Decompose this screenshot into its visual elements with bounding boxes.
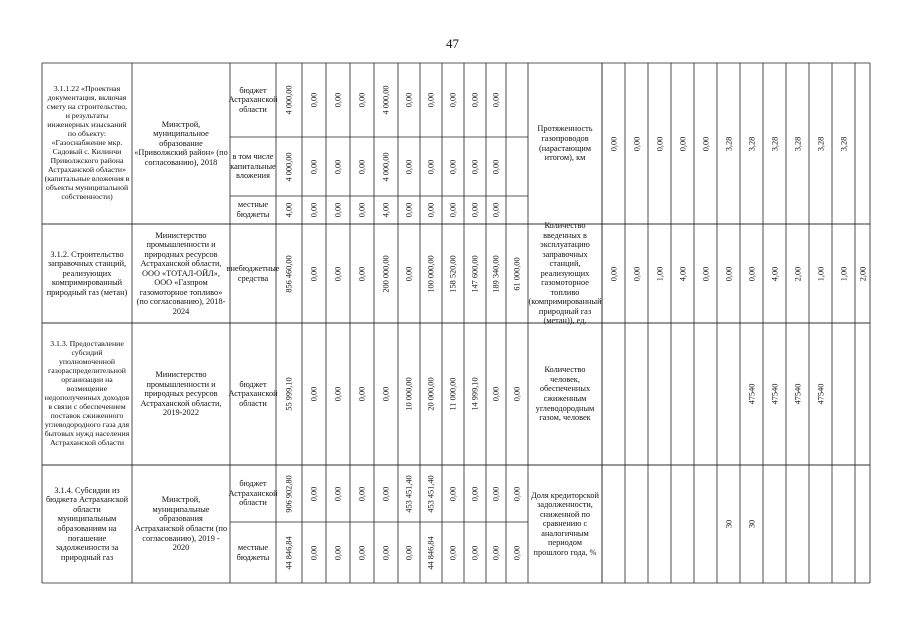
indicator-value: 0,00 <box>632 266 641 281</box>
finance-value: 856 460,00 <box>284 254 294 293</box>
finance-value: 0,00 <box>309 386 319 402</box>
finance-value: 0,00 <box>309 92 319 108</box>
finance-value: 14 999,10 <box>470 377 480 411</box>
finance-value: 0,00 <box>404 266 414 281</box>
finance-value: 200 000,00 <box>381 254 391 293</box>
funding-source: бюджет Астраханской области <box>228 479 278 508</box>
finance-value: 20 000,00 <box>426 377 436 411</box>
finance-value: 0,00 <box>333 545 343 560</box>
finance-value: 0,00 <box>448 486 458 501</box>
indicator-name: Доля кредиторской задолженности, сниженной по сравнению с аналогичным периодом прошлого года, % <box>531 490 599 557</box>
finance-value: 0,00 <box>381 486 391 501</box>
finance-value: 906 902,80 <box>284 474 294 513</box>
finance-value: 0,00 <box>309 159 319 174</box>
measure-title: 3.1.3. Предоставление субсидий уполномоченной газораспределительной организации на возмещение недополученных доходов в связи с обеспечением поставок сжиженного углеводородного газа для бытовых нужд населения Астраханской области <box>44 339 130 447</box>
finance-value: 0,00 <box>426 159 436 174</box>
finance-value: 158 520,00 <box>448 254 458 293</box>
indicator-value: 4,00 <box>678 266 687 281</box>
indicator-value: 2,00 <box>858 266 867 281</box>
indicator-value: 47540 <box>770 383 779 405</box>
finance-value: 0,00 <box>448 92 458 108</box>
finance-value: 0,00 <box>309 486 319 501</box>
finance-value: 0,00 <box>491 202 501 218</box>
indicator-value: 2,00 <box>793 266 802 281</box>
finance-value: 0,00 <box>333 159 343 174</box>
measure-title: 3.1.4. Субсидии из бюджета Астраханской области муниципальным образованиям на погашение задолженности за природный газ <box>45 485 129 562</box>
finance-value: 44 846,84 <box>284 535 294 570</box>
finance-value: 4,00 <box>284 202 294 218</box>
indicator-value: 0,00 <box>655 136 664 151</box>
finance-value: 4 000,00 <box>284 151 294 182</box>
indicator-value: 1,00 <box>816 266 825 281</box>
indicator-value: 47540 <box>816 383 825 405</box>
finance-value: 453 451,40 <box>426 474 436 513</box>
indicator-value: 3,28 <box>724 136 733 151</box>
finance-value: 0,00 <box>333 202 343 218</box>
indicator-value: 0,00 <box>701 266 710 281</box>
finance-value: 0,00 <box>333 486 343 501</box>
finance-value: 0,00 <box>426 202 436 218</box>
indicator-value: 4,00 <box>770 266 779 281</box>
finance-value: 0,00 <box>357 202 367 218</box>
finance-value: 0,00 <box>491 386 501 402</box>
finance-value: 0,00 <box>357 386 367 402</box>
finance-value: 0,00 <box>448 202 458 218</box>
finance-value: 0,00 <box>357 266 367 281</box>
indicator-name: Протяженность газопроводов (нарастающим итогом), км <box>537 124 593 163</box>
indicator-value: 0,00 <box>747 266 756 281</box>
indicator-value: 3,28 <box>839 136 848 151</box>
finance-value: 0,00 <box>448 159 458 174</box>
measure-title: 3.1.2. Строительство заправочных станций, реализующих компримированный природный газ (метан) <box>46 249 128 297</box>
finance-value: 55 999,10 <box>284 377 294 411</box>
indicator-value: 1,00 <box>655 266 664 281</box>
finance-value: 147 600,00 <box>470 254 480 293</box>
indicator-value: 3,28 <box>816 136 825 151</box>
finance-value: 0,00 <box>491 545 501 560</box>
indicator-value: 30 <box>724 519 733 529</box>
finance-value: 0,00 <box>309 266 319 281</box>
finance-value: 100 000,00 <box>426 254 436 293</box>
finance-value: 0,00 <box>309 202 319 218</box>
finance-value: 0,00 <box>333 386 343 402</box>
finance-value: 0,00 <box>512 486 522 501</box>
finance-value: 4,00 <box>381 202 391 218</box>
finance-value: 4 000,00 <box>381 85 391 115</box>
finance-value: 0,00 <box>333 266 343 281</box>
indicator-name: Количество введенных в эксплуатацию заправочных станций, реализующих газомоторное топливо (компримированный природный газ (метан)), ед. <box>528 221 602 326</box>
finance-value: 0,00 <box>512 386 522 402</box>
finance-value: 0,00 <box>470 486 480 501</box>
executor: Министерство промышленности и природных ресурсов Астраханской области, ООО «ТОТАЛ-ОЙЛ», ООО «Газпром газомоторное топливо» (по согласованию), 2018-2024 <box>136 230 226 316</box>
finance-value: 0,00 <box>357 545 367 560</box>
executor: Министерство промышленности и природных ресурсов Астраханской области, 2019-2022 <box>140 370 222 418</box>
executor: Минстрой, муниципальные образования Астраханской области (по согласованию), 2019 - 2020 <box>134 495 228 553</box>
indicator-value: 3,28 <box>793 136 802 151</box>
funding-source: местные бюджеты <box>236 200 270 219</box>
indicator-name: Количество человек, обеспеченных сжиженным углеводородным газом, человек <box>535 365 595 423</box>
indicator-value: 0,00 <box>632 136 641 151</box>
indicator-value: 47540 <box>793 383 802 405</box>
page-number: 47 <box>446 36 459 51</box>
indicator-value: 0,00 <box>609 136 618 151</box>
finance-value: 0,00 <box>491 159 501 174</box>
indicator-value: 0,00 <box>724 266 733 281</box>
funding-source: бюджет Астраханской области <box>228 379 278 408</box>
finance-value: 0,00 <box>404 92 414 108</box>
finance-value: 0,00 <box>404 202 414 218</box>
finance-value: 0,00 <box>381 386 391 402</box>
finance-value: 0,00 <box>426 92 436 108</box>
finance-value: 0,00 <box>448 545 458 560</box>
finance-value: 0,00 <box>357 92 367 108</box>
finance-value: 44 846,84 <box>426 535 436 570</box>
finance-value: 61 000,00 <box>512 256 522 291</box>
finance-value: 0,00 <box>309 545 319 560</box>
finance-value: 0,00 <box>512 545 522 560</box>
indicator-value: 3,28 <box>770 136 779 151</box>
finance-value: 11 000,00 <box>448 377 458 411</box>
finance-value: 0,00 <box>470 545 480 560</box>
funding-source: в том числе капитальные вложения <box>230 152 276 181</box>
indicator-value: 0,00 <box>609 266 618 281</box>
funding-source: бюджет Астраханской области <box>228 85 278 114</box>
executor: Минстрой, муниципальное образование «Приволжский район» (по согласованию), 2018 <box>134 119 228 167</box>
finance-value: 0,00 <box>404 159 414 174</box>
indicator-value: 0,00 <box>678 136 687 151</box>
indicator-value: 47540 <box>747 383 756 405</box>
funding-source: внебюджетные средства <box>226 263 280 283</box>
finance-value: 0,00 <box>404 545 414 560</box>
finance-value: 453 451,40 <box>404 474 414 513</box>
finance-value: 10 000,00 <box>404 377 414 411</box>
finance-value: 0,00 <box>491 486 501 501</box>
finance-value: 0,00 <box>491 92 501 108</box>
measure-title: 3.1.1.22 «Проектная документация, включая смету на строительство, и результаты инженерных изысканий по объекту: «Газоснабжение мкр. Садовый с. Килинчи Приволжского района Астраханской области» (капитальные вложения в объекты муниципальной собственности) <box>44 84 130 201</box>
indicator-value: 1,00 <box>839 266 848 281</box>
indicator-value: 3,28 <box>747 136 756 151</box>
finance-value: 189 340,00 <box>491 254 501 293</box>
finance-value: 0,00 <box>381 545 391 560</box>
finance-value: 4 000,00 <box>284 85 294 115</box>
indicator-value: 30 <box>747 519 756 529</box>
funding-source: местные бюджеты <box>236 542 270 562</box>
indicator-value: 0,00 <box>701 136 710 151</box>
finance-value: 0,00 <box>470 92 480 108</box>
finance-value: 4 000,00 <box>381 151 391 182</box>
finance-value: 0,00 <box>470 202 480 218</box>
finance-value: 0,00 <box>357 486 367 501</box>
finance-value: 0,00 <box>333 92 343 108</box>
finance-value: 0,00 <box>357 159 367 174</box>
finance-value: 0,00 <box>470 159 480 174</box>
